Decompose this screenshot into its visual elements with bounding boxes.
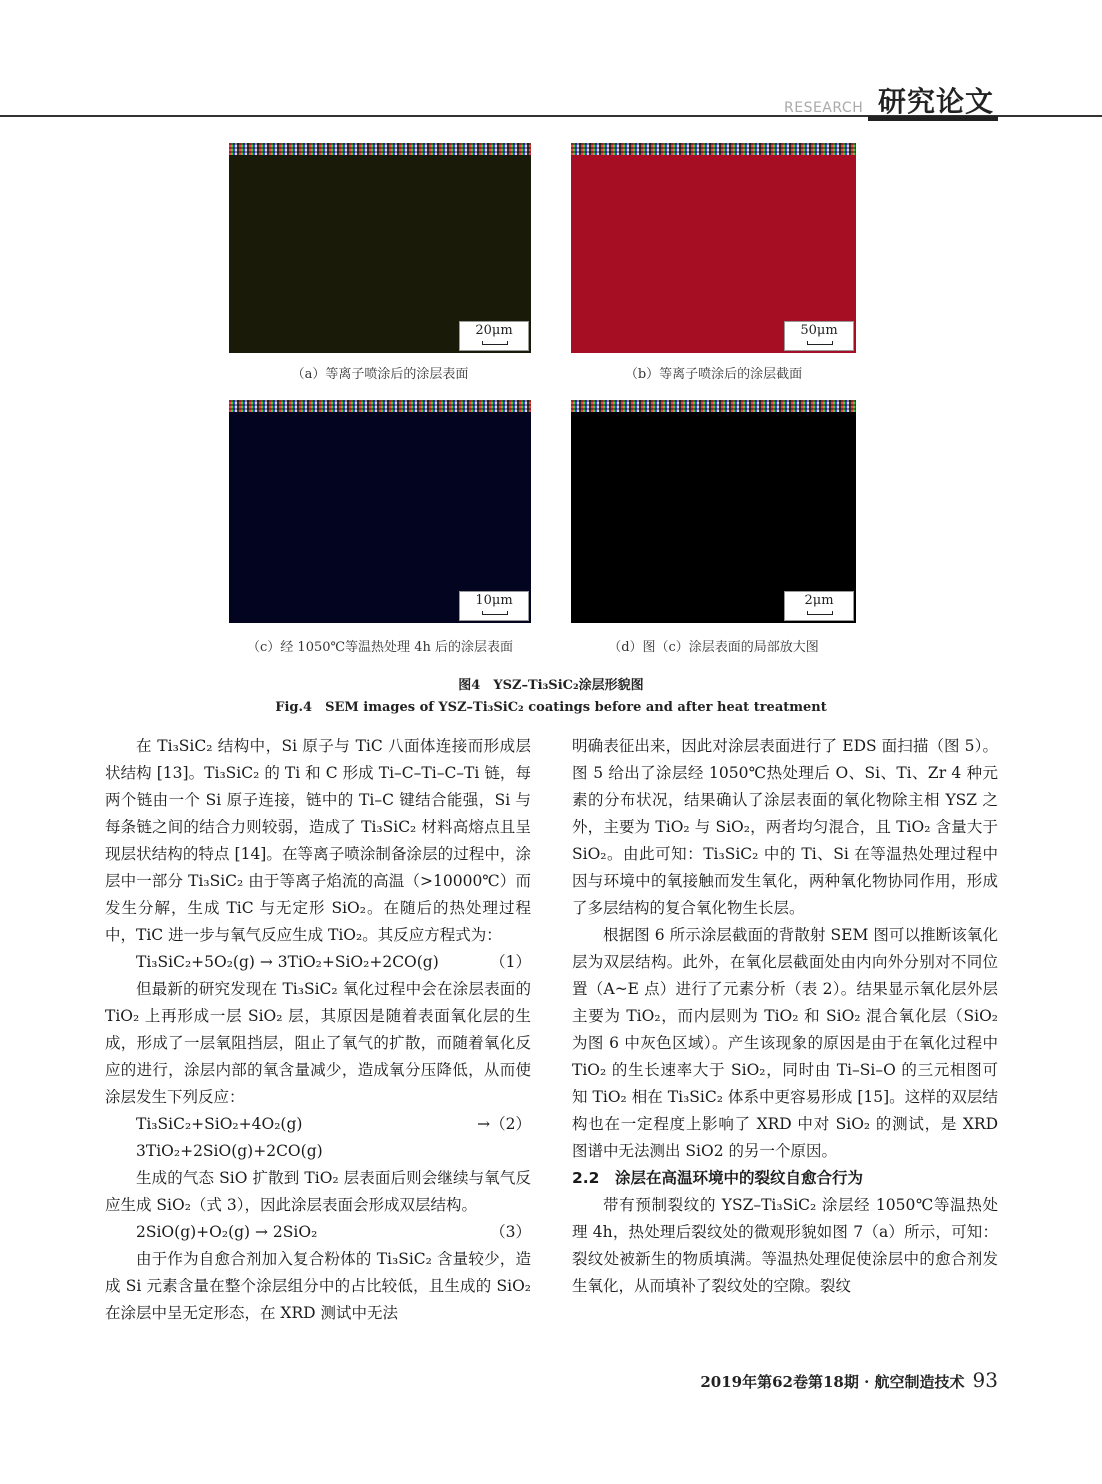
paragraph: 生成的气态 SiO 扩散到 TiO₂ 层表面后则会继续与氧气反应生成 SiO₂（式 3），因此涂层表面会形成双层结构。 — [105, 1169, 531, 1214]
panel-noise-strip — [229, 400, 531, 412]
scale-label: 20μm — [475, 323, 513, 338]
equation-number: （2） — [490, 1115, 531, 1133]
sem-panel-c — [229, 400, 531, 623]
panel-caption-b: （b）等离子喷涂后的涂层截面 — [624, 367, 803, 382]
equation-1 — [105, 949, 531, 976]
figure-caption-cn: 图4 YSZ–Ti₃SiC₂涂层形貌图 — [458, 678, 644, 693]
scale-bar — [459, 321, 529, 351]
equation-text: 2SiO(g)+O₂(g) → 2SiO₂ — [136, 1223, 318, 1241]
scale-label: 10μm — [475, 593, 513, 608]
panel-noise-strip — [229, 143, 531, 155]
panel-caption-d: （d）图（c）涂层表面的局部放大图 — [608, 640, 819, 655]
paragraph: 由于作为自愈合剂加入复合粉体的 Ti₃SiC₂ 含量较少，造成 Si 元素含量在整个涂层组分中的占比较低，且生成的 SiO₂ 在涂层中呈无定形态，在 XRD 测试中无法 — [105, 1250, 531, 1322]
page-footer — [700, 1368, 998, 1392]
panel-noise-strip — [571, 400, 856, 412]
sem-panel-d — [571, 400, 856, 623]
scale-bar — [784, 321, 854, 351]
equation-number: （3） — [490, 1223, 531, 1241]
paragraph: 在 Ti₃SiC₂ 结构中，Si 原子与 TiC 八面体连接而形成层状结构 [13]。Ti₃SiC₂ 的 Ti 和 C 形成 Ti–C–Ti–C–Ti 链，每两个链由一个 Si 原子连接，链中的 Ti–C 键结合能强，Si 与每条链之间的结合力则较弱，造成了 Ti₃SiC₂ 材料高熔点且呈现层状结构的特点 [14]。在等离子喷涂制备涂层的过程中，涂层中一部分 Ti₃SiC₂ 由于等离子焰流的高温（>10000℃）而发生分解，生成 TiC 与无定形 SiO₂。在随后的热处理过程中，TiC 进一步与氧气反应生成 TiO₂。其反应方程式为： — [105, 737, 531, 944]
equation-number: （1） — [490, 953, 531, 971]
scale-label: 50μm — [800, 323, 838, 338]
right-column — [572, 733, 998, 1300]
section-heading: 2.2 涂层在高温环境中的裂纹自愈合行为 — [572, 1169, 863, 1187]
paragraph: 但最新的研究发现在 Ti₃SiC₂ 氧化过程中会在涂层表面的 TiO₂ 上再形成一层 SiO₂ 层，其原因是随着表面氧化层的生成，形成了一层氧阻挡层，阻止了氧气的扩散，而随着氧化反应的进行，涂层内部的氧含量减少，造成氧分压降低，从而使涂层发生下列反应： — [105, 980, 531, 1106]
section-title: 研究论文 — [878, 85, 995, 118]
sem-panel-a — [229, 143, 531, 353]
panel-noise-strip — [571, 143, 856, 155]
sem-panel-b — [571, 143, 856, 353]
equation-text: Ti₃SiC₂+5O₂(g) → 3TiO₂+SiO₂+2CO(g) — [136, 953, 439, 971]
scale-bar — [784, 591, 854, 621]
figure-caption-en: Fig.4 SEM images of YSZ–Ti₃SiC₂ coatings before and after heat treatment — [275, 700, 827, 715]
paragraph: 根据图 6 所示涂层截面的背散射 SEM 图可以推断该氧化层为双层结构。此外，在氧化层截面处由内向外分别对不同位置（A~E 点）进行了元素分析（表 2）。结果显示氧化层外层主要为 TiO₂，而内层则为 TiO₂ 和 SiO₂ 混合氧化层（SiO₂ 为图 6 中灰色区域）。产生该现象的原因是由于在氧化过程中 TiO₂ 的生长速率大于 SiO₂，同时由 Ti–Si–O 的三元相图可知 TiO₂ 相在 Ti₃SiC₂ 体系中更容易形成 [15]。这样的双层结构也在一定程度上影响了 XRD 中对 SiO₂ 的测试，是 XRD 图谱中无法测出 SiO2 的另一个原因。 — [572, 926, 998, 1160]
scale-bar — [459, 591, 529, 621]
left-column — [105, 733, 531, 1327]
research-label: RESEARCH — [784, 100, 864, 116]
scale-label: 2μm — [804, 593, 834, 608]
paragraph: 明确表征出来，因此对涂层表面进行了 EDS 面扫描（图 5）。图 5 给出了涂层经 1050℃热处理后 O、Si、Ti、Zr 4 种元素的分布状况，结果确认了涂层表面的氧化物除主相 YSZ 之外，主要为 TiO₂ 与 SiO₂，两者均匀混合，且 TiO₂ 含量大于 SiO₂。由此可知：Ti₃SiC₂ 中的 Ti、Si 在等温热处理过程中因与环境中的氧接触而发生氧化，两种氧化物协同作用，形成了多层结构的复合氧化物生长层。 — [572, 737, 998, 917]
equation-text: Ti₃SiC₂+SiO₂+4O₂(g) → 3TiO₂+2SiO(g)+2CO(g) — [136, 1115, 491, 1160]
journal-info: 2019年第62卷第18期 · 航空制造技术 — [700, 1373, 965, 1391]
panel-caption-c: （c）经 1050℃等温热处理 4h 后的涂层表面 — [247, 640, 513, 655]
equation-2 — [105, 1111, 531, 1165]
panel-caption-a: （a）等离子喷涂后的涂层表面 — [291, 367, 469, 382]
page-number: 93 — [972, 1368, 998, 1392]
paragraph: 带有预制裂纹的 YSZ–Ti₃SiC₂ 涂层经 1050℃等温热处理 4h，热处理后裂纹处的微观形貌如图 7（a）所示，可知：裂纹处被新生的物质填满。等温热处理促使涂层中的愈合剂发生氧化，从而填补了裂纹处的空隙。裂纹 — [572, 1196, 998, 1295]
equation-3 — [105, 1219, 531, 1246]
